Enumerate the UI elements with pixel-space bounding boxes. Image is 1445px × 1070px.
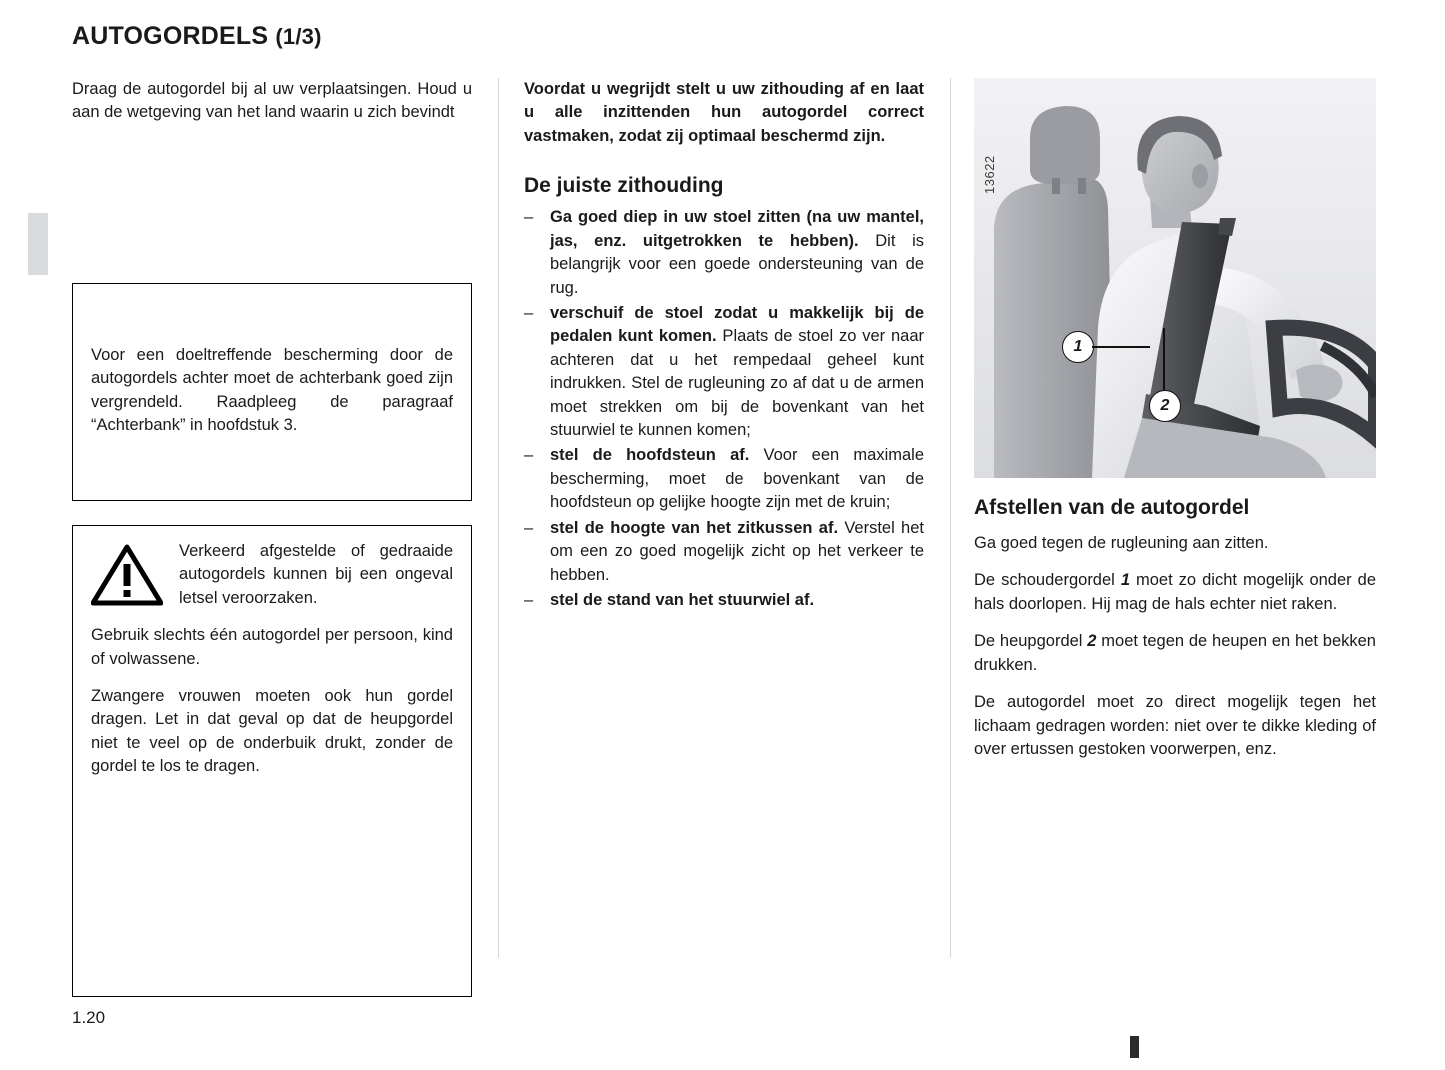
callout-2-leader <box>1163 328 1165 392</box>
figure-ref-2: 2 <box>1087 632 1097 651</box>
callout-2: 2 <box>1149 390 1181 422</box>
seating-instructions-list <box>524 206 924 612</box>
list-item-bold: Ga goed diep in uw stoel zitten (na uw mantel, jas, enz. uitgetrokken te hebben). <box>550 208 924 250</box>
warning-box <box>72 525 472 997</box>
list-item-bold: stel de stand van het stuurwiel af. <box>550 591 815 610</box>
list-dash: – <box>524 446 534 465</box>
afstellen-paragraph-1: Ga goed tegen de rugleuning aan zitten. <box>974 534 1269 552</box>
warning-text-3: Zwangere vrouwen moeten ook hun gordel dragen. Let in dat geval op dat de heupgordel niet te veel op de onderbuik drukt, zonder de gordel te los te dragen. <box>91 686 453 776</box>
note-box <box>72 283 472 501</box>
list-dash: – <box>524 208 534 227</box>
list-item <box>524 589 924 612</box>
warning-text-1: Verkeerd afgestelde of gedraaide autogordels kunnen bij een ongeval letsel veroorzaken. <box>179 541 453 607</box>
note-box-text: Voor een doeltreffende bescherming door de autogordels achter moet de achterbank goed zijn vergrendeld. Raadpleeg de paragraaf “Achterbank” in hoofdstuk 3. <box>91 346 453 435</box>
page-title-text: AUTOGORDELS <box>72 22 269 50</box>
column-divider-2 <box>950 78 951 958</box>
lead-paragraph: Voordat u wegrijdt stelt u uw zithouding af en laat u alle inzittenden hun autogordel correct vastmaken, zodat zij optimaal beschermd zijn. <box>524 80 924 145</box>
column-divider-1 <box>498 78 499 958</box>
figure-overlay <box>974 396 1376 478</box>
warning-text-2: Gebruik slechts één autogordel per persoon, kind of volwassene. <box>91 626 453 668</box>
figure-code: 13622 <box>982 155 997 194</box>
list-dash: – <box>524 303 534 322</box>
warning-box-header <box>91 540 453 610</box>
page-indicator: (1/3) <box>275 24 322 49</box>
afstellen-paragraph-4: De autogordel moet zo direct mogelijk tegen het lichaam gedragen worden: niet over te dikke kleding of over ertussen gestoken voorwerpen, enz. <box>974 693 1376 758</box>
chapter-edge-tab <box>28 213 48 275</box>
list-item <box>524 444 924 514</box>
list-item <box>524 302 924 443</box>
column-3 <box>974 78 1376 775</box>
intro-paragraph: Draag de autogordel bij al uw verplaatsingen. Houd u aan de wetgeving van het land waarin u zich bevindt <box>72 80 472 122</box>
section-heading-afstellen: Afstellen van de autogordel <box>974 496 1250 519</box>
warning-triangle-icon <box>91 544 163 606</box>
list-item-rest: Plaats de stoel zo ver naar achteren dat u het rempedaal geheel kunt indrukken. Stel de rugleuning zo af dat u de armen moet strekken om bij de bovenkant van het stuurwiel te kunnen komen; <box>550 327 924 440</box>
list-item-bold: verschuif de stoel zodat u makkelijk bij de pedalen kunt komen. <box>550 303 924 346</box>
list-dash: – <box>524 518 534 537</box>
column-1 <box>72 78 472 997</box>
afstellen-paragraph-3: De heupgordel 2 moet tegen de heupen en het bekken drukken. <box>974 632 1376 674</box>
list-item-rest: Voor een maximale bescherming, moet de bovenkant van de hoofdsteun op gelijke hoogte zijn met de kruin; <box>550 446 924 512</box>
list-item-rest: Dit is belangrijk voor een goede ondersteuning van de rug. <box>550 231 924 297</box>
page-bottom-marker <box>1130 1036 1139 1058</box>
callout-1-leader <box>1092 346 1150 348</box>
page-title <box>72 22 322 51</box>
section-heading-juiste-zithouding: De juiste zithouding <box>524 174 724 198</box>
list-dash: – <box>524 591 534 610</box>
folio-number: 1.20 <box>72 1008 106 1027</box>
list-item-bold: stel de hoogte van het zitkussen af. <box>550 518 839 537</box>
figure-ref-1: 1 <box>1120 571 1131 590</box>
list-item <box>524 206 924 300</box>
column-2 <box>524 78 924 614</box>
list-item-bold: stel de hoofdsteun af. <box>550 446 750 465</box>
list-item <box>524 517 924 587</box>
callout-1: 1 <box>1062 331 1094 363</box>
afstellen-paragraph-2: De schoudergordel 1 moet zo dicht mogelijk onder de hals doorlopen. Hij mag de hals echter niet raken. <box>974 571 1376 613</box>
list-item-rest: Verstel het om een zo goed mogelijk zicht op het verkeer te hebben. <box>550 518 924 584</box>
